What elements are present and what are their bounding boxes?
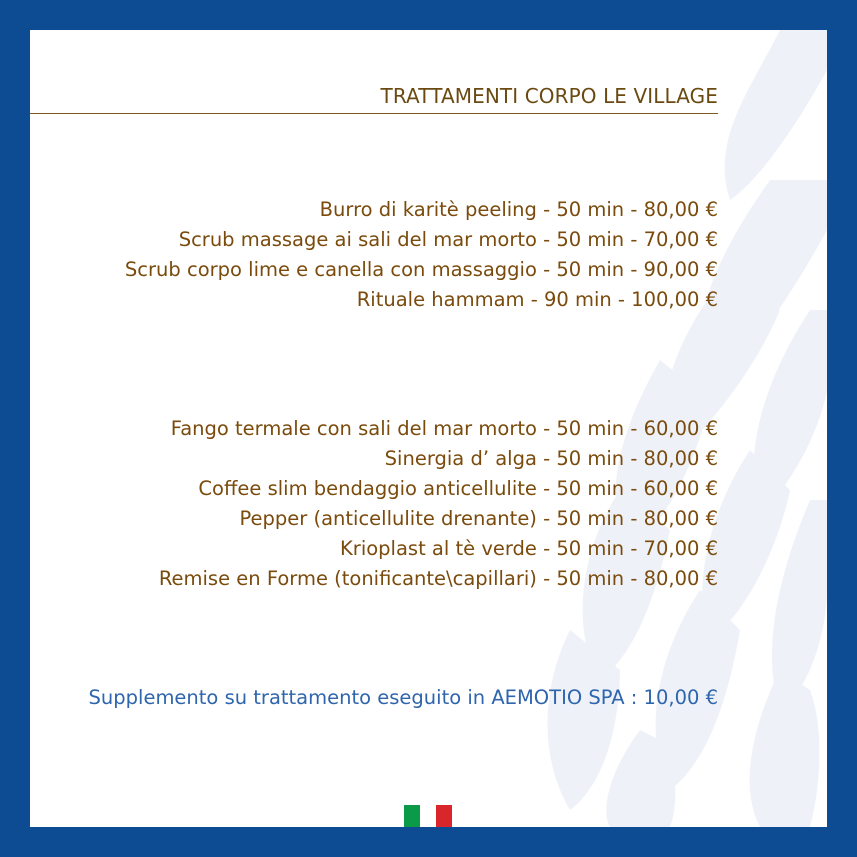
italian-flag-icon[interactable]	[404, 805, 452, 827]
list-item: Rituale hammam - 90 min - 100,00 €	[356, 288, 718, 311]
title-divider	[30, 113, 718, 114]
flag-white-stripe	[420, 805, 436, 827]
list-item: Remise en Forme (tonificante\capillari) - 50 min - 80,00 €	[158, 567, 718, 590]
list-item: Coffee slim bendaggio anticellulite - 50 min - 60,00 €	[198, 477, 718, 500]
list-item: Fango termale con sali del mar morto - 50 min - 60,00 €	[170, 417, 718, 440]
list-item: Scrub corpo lime e canella con massaggio - 50 min - 90,00 €	[124, 258, 718, 281]
list-item: Pepper (anticellulite drenante) - 50 min - 80,00 €	[239, 507, 718, 530]
treatment-list-scrubs	[125, 195, 718, 315]
list-item: Krioplast al tè verde - 50 min - 70,00 €	[340, 537, 718, 560]
list-item: Burro di karitè peeling - 50 min - 80,00 €	[319, 198, 718, 221]
language-selector[interactable]	[398, 803, 458, 827]
menu-page	[30, 30, 827, 827]
supplement-note: Supplemento su trattamento eseguito in AEMOTIO SPA : 10,00 €	[88, 686, 718, 709]
flag-green-stripe	[404, 805, 420, 827]
list-item: Sinergia d’ alga - 50 min - 80,00 €	[384, 447, 718, 470]
treatment-list-body	[159, 414, 718, 594]
page-title: TRATTAMENTI CORPO LE VILLAGE	[380, 84, 718, 108]
list-item: Scrub massage ai sali del mar morto - 50 min - 70,00 €	[178, 228, 718, 251]
flag-red-stripe	[436, 805, 452, 827]
